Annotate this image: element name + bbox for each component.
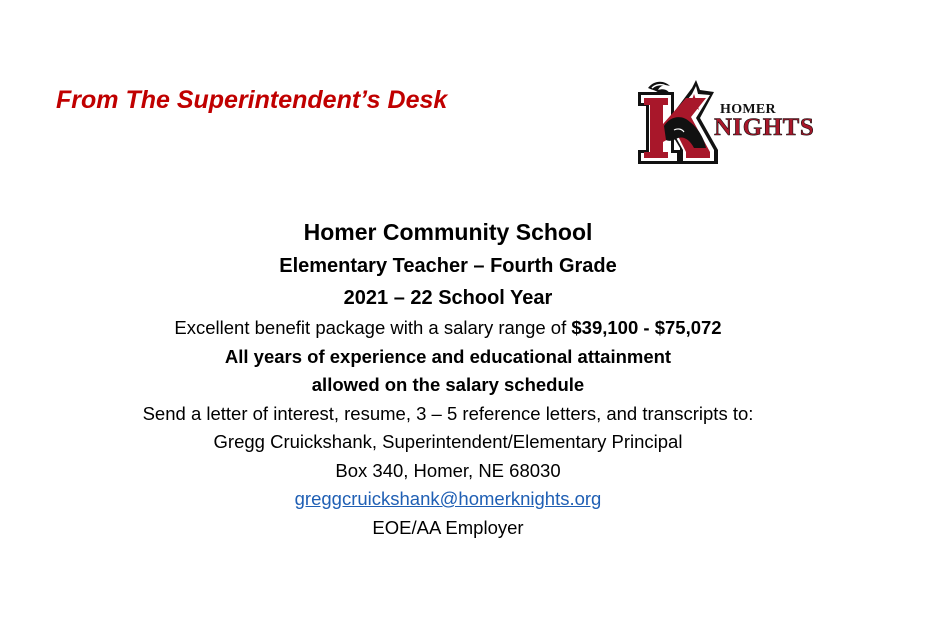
contact-name: Gregg Cruickshank, Superintendent/Elementary Principal (213, 431, 683, 452)
knight-k-logo-icon (634, 78, 724, 166)
application-instructions: Send a letter of interest, resume, 3 – 5 reference letters, and transcripts to: (142, 402, 754, 424)
salary-prefix: Excellent benefit package with a salary range of (174, 317, 572, 338)
position-title: Elementary Teacher – Fourth Grade (279, 255, 617, 277)
school-name: Homer Community School (303, 219, 593, 245)
salary-range: $39,100 - $75,072 (571, 317, 722, 338)
school-year: 2021 – 22 School Year (343, 287, 553, 309)
job-posting (0, 214, 896, 542)
page-title: From The Superintendent’s Desk (56, 86, 448, 114)
eoe-statement: EOE/AA Employer (372, 516, 524, 538)
homer-knights-logo (634, 78, 839, 166)
experience-line-2: allowed on the salary schedule (311, 374, 585, 395)
email-line (0, 485, 896, 514)
experience-line-1: All years of experience and educational attainment (224, 345, 672, 367)
logo-homer-text: HOMER (720, 102, 776, 117)
email-link[interactable]: greggcruickshank@homerknights.org (294, 488, 602, 509)
salary-line (0, 314, 896, 343)
logo-knights-text: NIGHTS (714, 114, 815, 141)
mailing-address: Box 340, Homer, NE 68030 (335, 459, 561, 481)
